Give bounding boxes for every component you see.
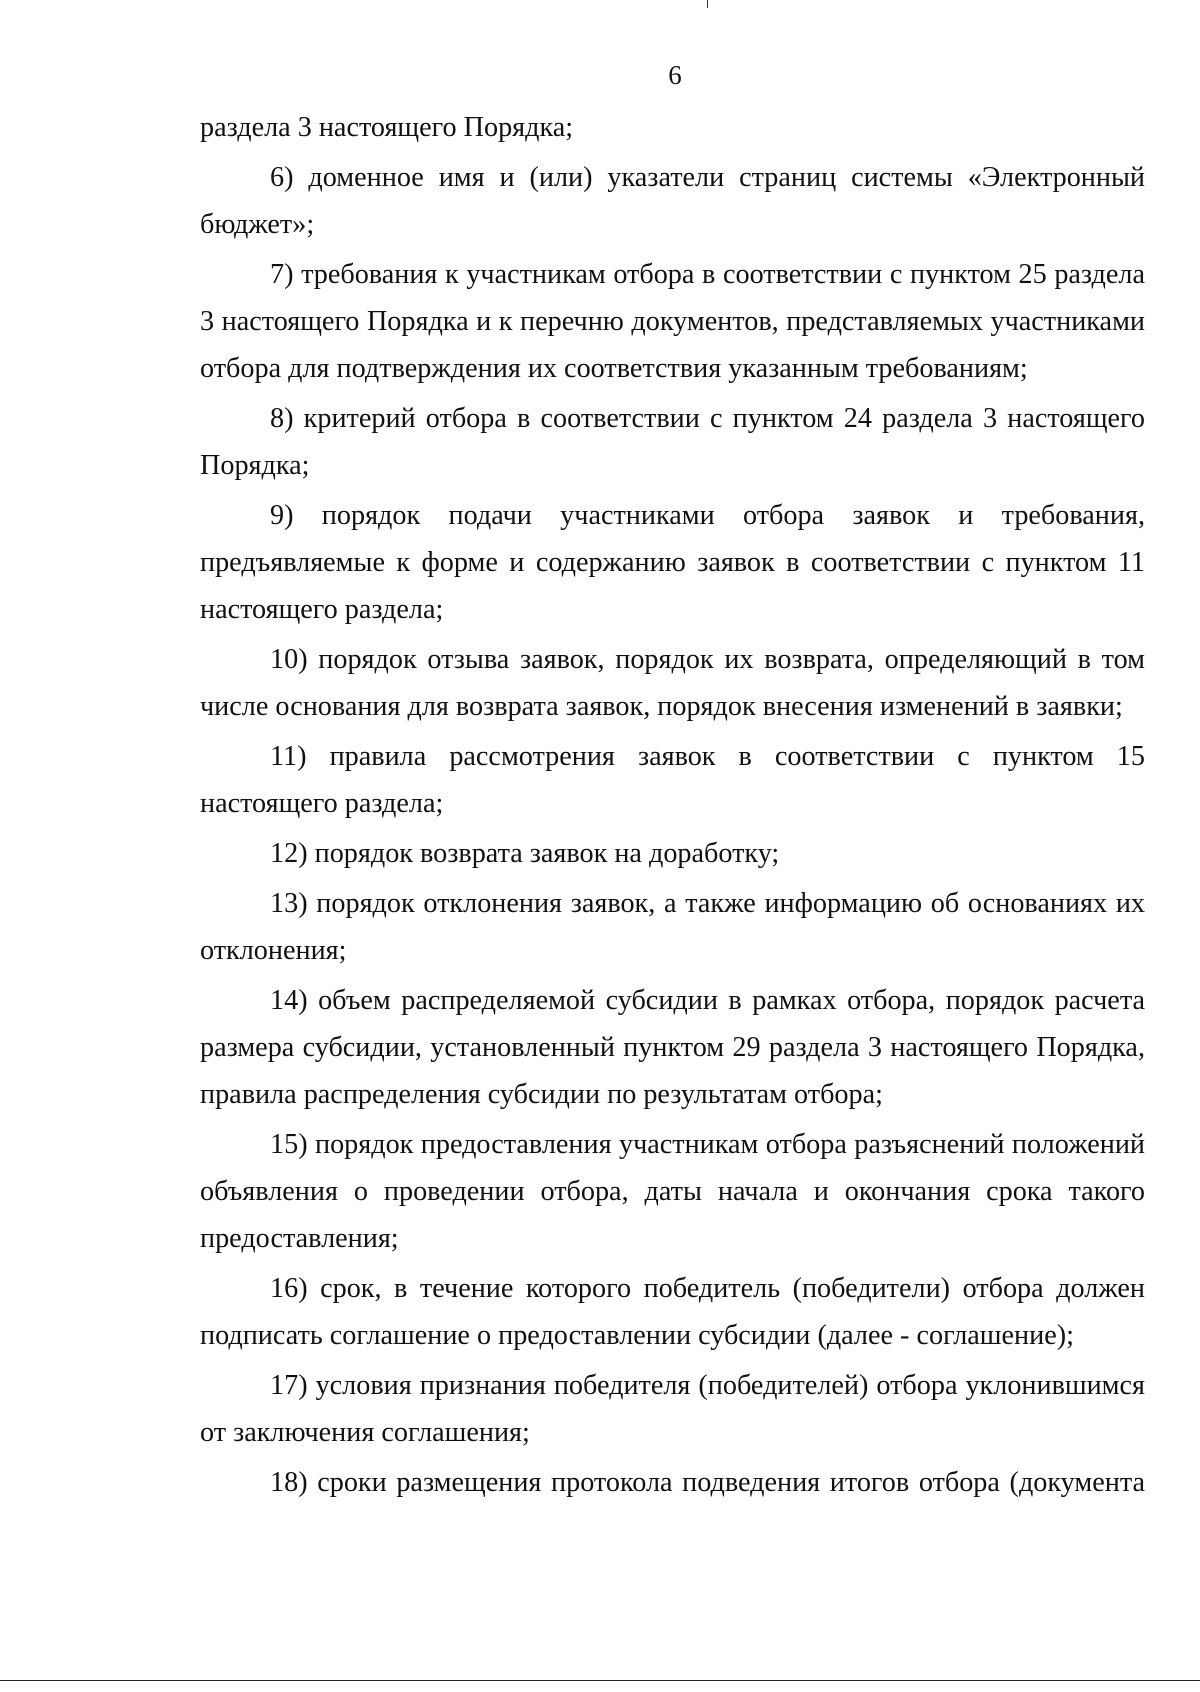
list-item-16: 16) срок, в течение которого победитель (победители) отбора должен подписать соглашение о предоставлении субсидии (далее - соглашение);: [200, 1273, 1145, 1351]
list-item-12: 12) порядок возврата заявок на доработку;: [270, 838, 780, 869]
list-item-7: 7) требования к участникам отбора в соответствии с пунктом 25 раздела 3 настоящего Порядка и к перечню документов, представляемых участниками отбора для подтверждения их соответствия указанным требованиям;: [200, 259, 1145, 384]
list-item-18: 18) сроки размещения протокола подведения итогов отбора (документа: [270, 1467, 1145, 1498]
document-body: [200, 104, 1145, 1509]
list-item-9: 9) порядок подачи участниками отбора заявок и требования, предъявляемые к форме и содержанию заявок в соответствии с пунктом 11 настоящего раздела;: [200, 500, 1145, 625]
list-item-8: 8) критерий отбора в соответствии с пунктом 24 раздела 3 настоящего Порядка;: [200, 403, 1145, 481]
list-item-13: 13) порядок отклонения заявок, а также информацию об основаниях их отклонения;: [200, 888, 1145, 966]
list-item-15: 15) порядок предоставления участникам отбора разъяснений положений объявления о проведении отбора, даты начала и окончания срока такого предоставления;: [200, 1129, 1145, 1254]
bottom-scan-edge: [0, 1680, 1200, 1681]
list-item-17: 17) условия признания победителя (победителей) отбора уклонившимся от заключения соглашения;: [200, 1370, 1145, 1448]
list-item-10: 10) порядок отзыва заявок, порядок их возврата, определяющий в том числе основания для возврата заявок, порядок внесения изменений в заявки;: [200, 644, 1145, 722]
list-item-11: 11) правила рассмотрения заявок в соответствии с пунктом 15 настоящего раздела;: [200, 741, 1145, 819]
scan-mark: [707, 0, 708, 8]
page-number: 6: [668, 60, 682, 90]
list-item-14: 14) объем распределяемой субсидии в рамках отбора, порядок расчета размера субсидии, установленный пунктом 29 раздела 3 настоящего Порядка, правила распределения субсидии по результатам отбора;: [200, 985, 1145, 1110]
paragraph-continuation: раздела 3 настоящего Порядка;: [200, 112, 574, 143]
list-item-6: 6) доменное имя и (или) указатели страниц системы «Электронный бюджет»;: [200, 162, 1145, 240]
